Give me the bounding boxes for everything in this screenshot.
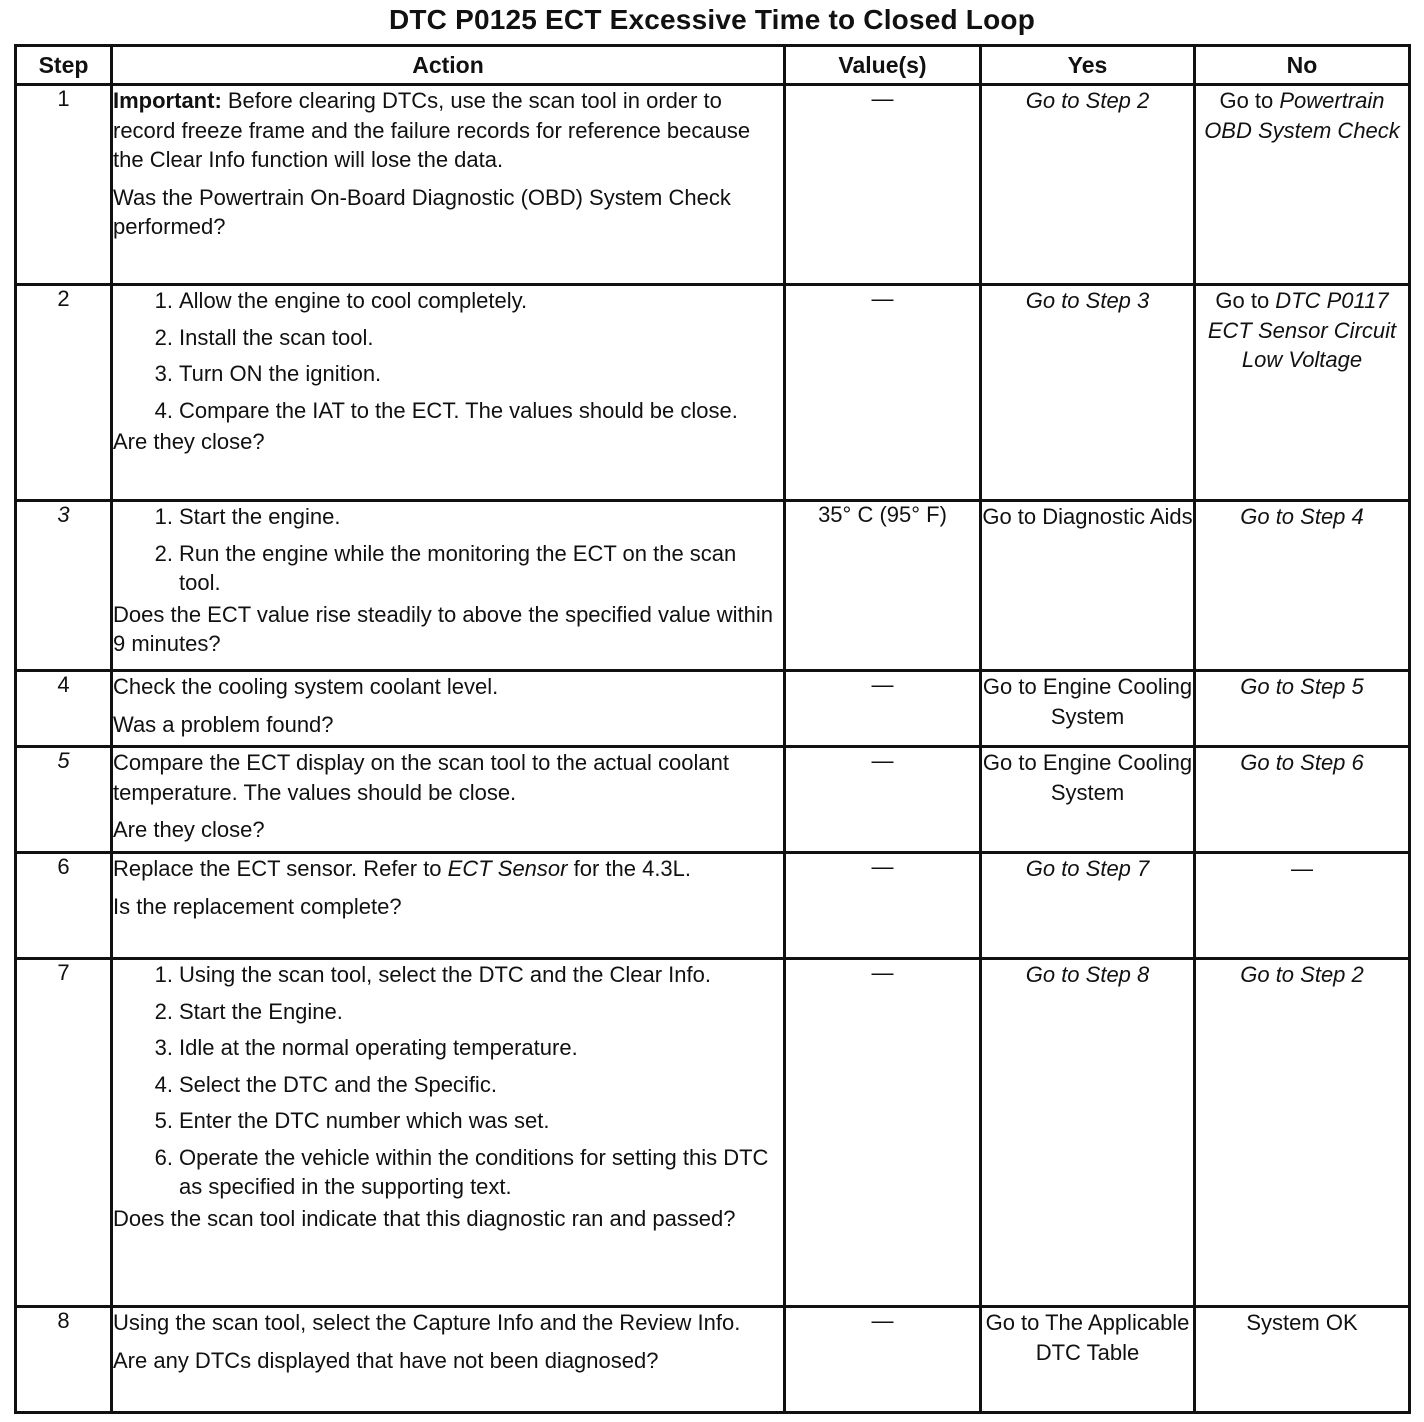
step-number: 1 — [16, 85, 112, 285]
table-header-row — [16, 46, 1410, 85]
step-question: Are they close? — [113, 817, 265, 842]
value-cell: — — [785, 747, 981, 853]
step-text: Compare the ECT display on the scan tool to the actual coolant temperature. The values should be close. — [113, 750, 729, 805]
action-cell — [112, 959, 785, 1307]
no-cell — [1195, 671, 1410, 747]
header-action: Action — [112, 46, 785, 85]
value-cell: — — [785, 285, 981, 501]
list-item: 3. Idle at the normal operating temperature. — [154, 1035, 578, 1060]
no-link[interactable]: Go to Step 5 — [1240, 674, 1364, 699]
yes-link[interactable]: Go to Step 8 — [1025, 962, 1150, 987]
yes-cell[interactable]: Go to Engine Cooling System — [981, 747, 1195, 853]
no-link[interactable]: Powertrain OBD System Check — [1204, 88, 1400, 143]
table-row-step-2 — [16, 285, 1410, 501]
action-cell — [112, 747, 785, 853]
header-yes: Yes — [981, 46, 1195, 85]
no-cell — [1195, 501, 1410, 671]
table-row-step-7 — [16, 959, 1410, 1307]
important-text: Before clearing DTCs, use the scan tool in order to record freeze frame and the failure records for reference because the Clear Info function will lose the data. — [113, 88, 751, 172]
yes-cell — [981, 959, 1195, 1307]
step-question: Is the replacement complete? — [113, 893, 402, 919]
list-item: 4. Select the DTC and the Specific. — [154, 1071, 497, 1097]
step-question: Are any DTCs displayed that have not been diagnosed? — [113, 1347, 659, 1373]
yes-cell — [981, 853, 1195, 959]
table-row-step-5 — [16, 747, 1410, 853]
no-prefix: Go to — [1219, 88, 1280, 113]
table-row-step-1 — [16, 85, 1410, 285]
ect-sensor-link[interactable]: ECT Sensor — [447, 856, 568, 881]
list-item: 1. Allow the engine to cool completely. — [154, 288, 528, 313]
no-prefix: Go to — [1215, 288, 1276, 313]
no-cell: — — [1195, 853, 1410, 959]
value-cell: — — [785, 1307, 981, 1413]
value-cell: — — [785, 671, 981, 747]
step-question: Was the Powertrain On-Board Diagnostic (OBD) System Check performed? — [113, 184, 731, 239]
yes-cell[interactable]: Go to Engine Cooling System — [981, 671, 1195, 747]
action-cell — [112, 1307, 785, 1413]
step-number: 7 — [16, 959, 112, 1307]
step-text: Check the cooling system coolant level. — [113, 674, 499, 699]
important-label: Important: — [113, 88, 222, 113]
yes-cell[interactable]: Go to Diagnostic Aids — [981, 501, 1195, 671]
step-question: Was a problem found? — [113, 711, 334, 737]
step-number: 5 — [16, 747, 112, 853]
value-cell: — — [785, 853, 981, 959]
table-row-step-6 — [16, 853, 1410, 959]
value-cell: — — [785, 85, 981, 285]
yes-link[interactable]: Go to Step 7 — [1025, 856, 1150, 881]
step-question: Does the ECT value rise steadily to above the specified value within 9 minutes? — [113, 601, 773, 656]
table-row-step-8 — [16, 1307, 1410, 1413]
no-cell — [1195, 747, 1410, 853]
step-text: Replace the ECT sensor. Refer to ECT Sensor for the 4.3L. — [113, 856, 692, 881]
step-question: Are they close? — [113, 429, 265, 454]
action-cell — [112, 671, 785, 747]
list-item: 2. Install the scan tool. — [154, 324, 374, 350]
list-item: 6. Operate the vehicle within the conditions for setting this DTC as specified in the supporting text. — [154, 1144, 769, 1199]
list-item: 1. Using the scan tool, select the DTC and the Clear Info. — [154, 962, 711, 987]
procedure-list — [113, 960, 783, 1202]
no-cell — [1195, 959, 1410, 1307]
action-cell — [112, 853, 785, 959]
step-number: 6 — [16, 853, 112, 959]
action-cell — [112, 501, 785, 671]
no-link[interactable]: Go to Step 2 — [1240, 962, 1364, 987]
no-cell: System OK — [1195, 1307, 1410, 1413]
no-link[interactable]: Go to Step 6 — [1240, 750, 1364, 775]
procedure-list — [113, 502, 783, 598]
list-item: 2. Start the Engine. — [154, 998, 343, 1024]
header-values: Value(s) — [785, 46, 981, 85]
important-note — [113, 86, 783, 175]
diagnostic-table — [14, 44, 1411, 1414]
no-link[interactable]: Go to Step 4 — [1240, 504, 1364, 529]
value-cell: — — [785, 959, 981, 1307]
step-question: Does the scan tool indicate that this diagnostic ran and passed? — [113, 1205, 736, 1231]
step-number: 3 — [16, 501, 112, 671]
action-cell — [112, 85, 785, 285]
header-step: Step — [16, 46, 112, 85]
action-cell — [112, 285, 785, 501]
step-number: 2 — [16, 285, 112, 501]
yes-link[interactable]: Go to Step 2 — [1025, 88, 1150, 113]
procedure-list — [113, 286, 783, 425]
no-cell — [1195, 85, 1410, 285]
no-link[interactable]: DTC P0117 ECT Sensor Circuit Low Voltage — [1207, 288, 1397, 372]
yes-link[interactable]: Go to Step 3 — [1025, 288, 1150, 313]
page-title: DTC P0125 ECT Excessive Time to Closed Loop — [388, 4, 1036, 35]
list-item: 1. Start the engine. — [154, 504, 341, 529]
list-item: 5. Enter the DTC number which was set. — [154, 1108, 550, 1133]
list-item: 2. Run the engine while the monitoring the ECT on the scan tool. — [154, 540, 737, 595]
step-text: Using the scan tool, select the Capture Info and the Review Info. — [113, 1310, 741, 1335]
yes-cell — [981, 85, 1195, 285]
header-no: No — [1195, 46, 1410, 85]
yes-cell — [981, 285, 1195, 501]
yes-cell[interactable]: Go to The Applicable DTC Table — [981, 1307, 1195, 1413]
table-row-step-3 — [16, 501, 1410, 671]
step-number: 4 — [16, 671, 112, 747]
step-number: 8 — [16, 1307, 112, 1413]
list-item: 4. Compare the IAT to the ECT. The values should be close. — [154, 397, 738, 423]
value-cell: 35° C (95° F) — [785, 501, 981, 671]
no-cell — [1195, 285, 1410, 501]
table-row-step-4 — [16, 671, 1410, 747]
list-item: 3. Turn ON the ignition. — [154, 361, 382, 386]
